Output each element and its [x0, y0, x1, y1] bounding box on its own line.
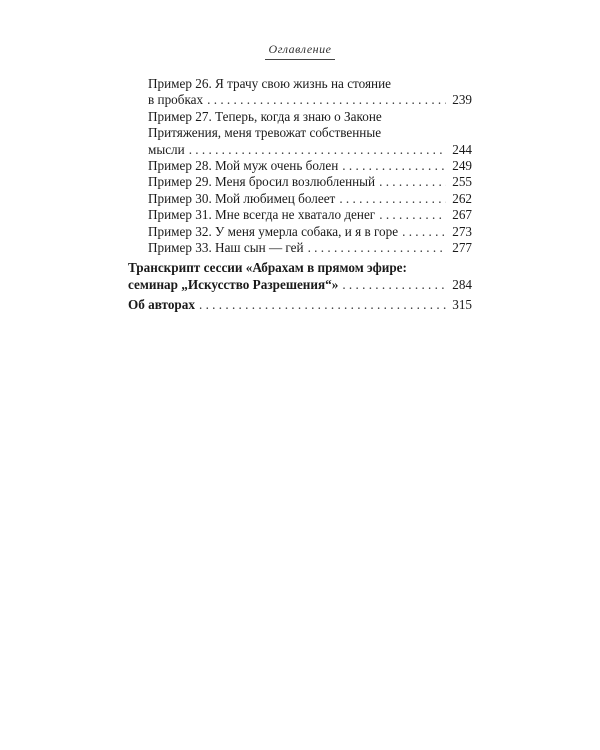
toc-entry-text: Транскрипт сессии «Абрахам в прямом эфире:	[128, 260, 407, 276]
toc-entry-example-28	[128, 158, 472, 174]
toc-page-number: 284	[452, 276, 472, 292]
dot-leader	[342, 277, 446, 293]
toc-page-number: 249	[452, 158, 472, 174]
toc-entry-text: Пример 29. Меня бросил возлюбленный	[148, 174, 376, 190]
toc-entry-text: Пример 31. Мне всегда не хватало денег	[148, 207, 376, 223]
toc-page-number: 239	[452, 92, 472, 108]
dot-leader	[342, 158, 446, 174]
toc-entry-text: мысли	[148, 141, 185, 157]
dot-leader	[199, 297, 446, 313]
dot-leader	[207, 92, 446, 108]
dot-leader	[402, 224, 446, 240]
toc-page-number: 262	[452, 190, 472, 206]
toc-entry-text: Пример 33. Наш сын — гей	[148, 240, 304, 256]
toc-entry-example-26	[128, 76, 472, 109]
toc-page-number: 273	[452, 223, 472, 239]
toc-entry-text: Пример 27. Теперь, когда я знаю о Законе	[148, 108, 382, 124]
running-head-title: Оглавление	[267, 42, 334, 60]
toc-page-number: 244	[452, 141, 472, 157]
toc-entry-text: Пример 28. Мой муж очень болен	[148, 158, 339, 174]
toc-entry-example-29	[128, 174, 472, 190]
toc-page-number: 277	[452, 240, 472, 256]
toc-entry-example-30	[128, 191, 472, 207]
dot-leader	[379, 207, 446, 223]
toc-entry-example-33	[128, 240, 472, 256]
toc-entry-text: Притяжения, меня тревожат собственные	[148, 125, 382, 141]
toc-entry-example-31	[128, 207, 472, 223]
table-of-contents	[128, 76, 472, 314]
toc-entry-text: Пример 26. Я трачу свою жизнь на стояние	[148, 76, 392, 91]
dot-leader	[379, 174, 446, 190]
toc-entry-text: Пример 30. Мой любимец болеет	[148, 190, 336, 206]
toc-entry-text: Об авторах	[128, 297, 195, 313]
dot-leader	[339, 191, 446, 207]
dot-leader	[308, 240, 446, 256]
toc-entry-transcript	[128, 260, 472, 293]
toc-entry-authors	[128, 297, 472, 313]
toc-entry-text: в пробках	[148, 92, 204, 108]
running-head	[0, 40, 600, 60]
dot-leader	[189, 142, 446, 158]
toc-page-number: 315	[452, 297, 472, 313]
toc-page-number: 255	[452, 174, 472, 190]
toc-entry-text: Пример 32. У меня умерла собака, и я в горе	[148, 223, 399, 239]
toc-page-number: 267	[452, 207, 472, 223]
toc-entry-example-32	[128, 224, 472, 240]
toc-entry-text: семинар „Искусство Разрешения“»	[128, 276, 339, 292]
toc-entry-example-27	[128, 109, 472, 158]
